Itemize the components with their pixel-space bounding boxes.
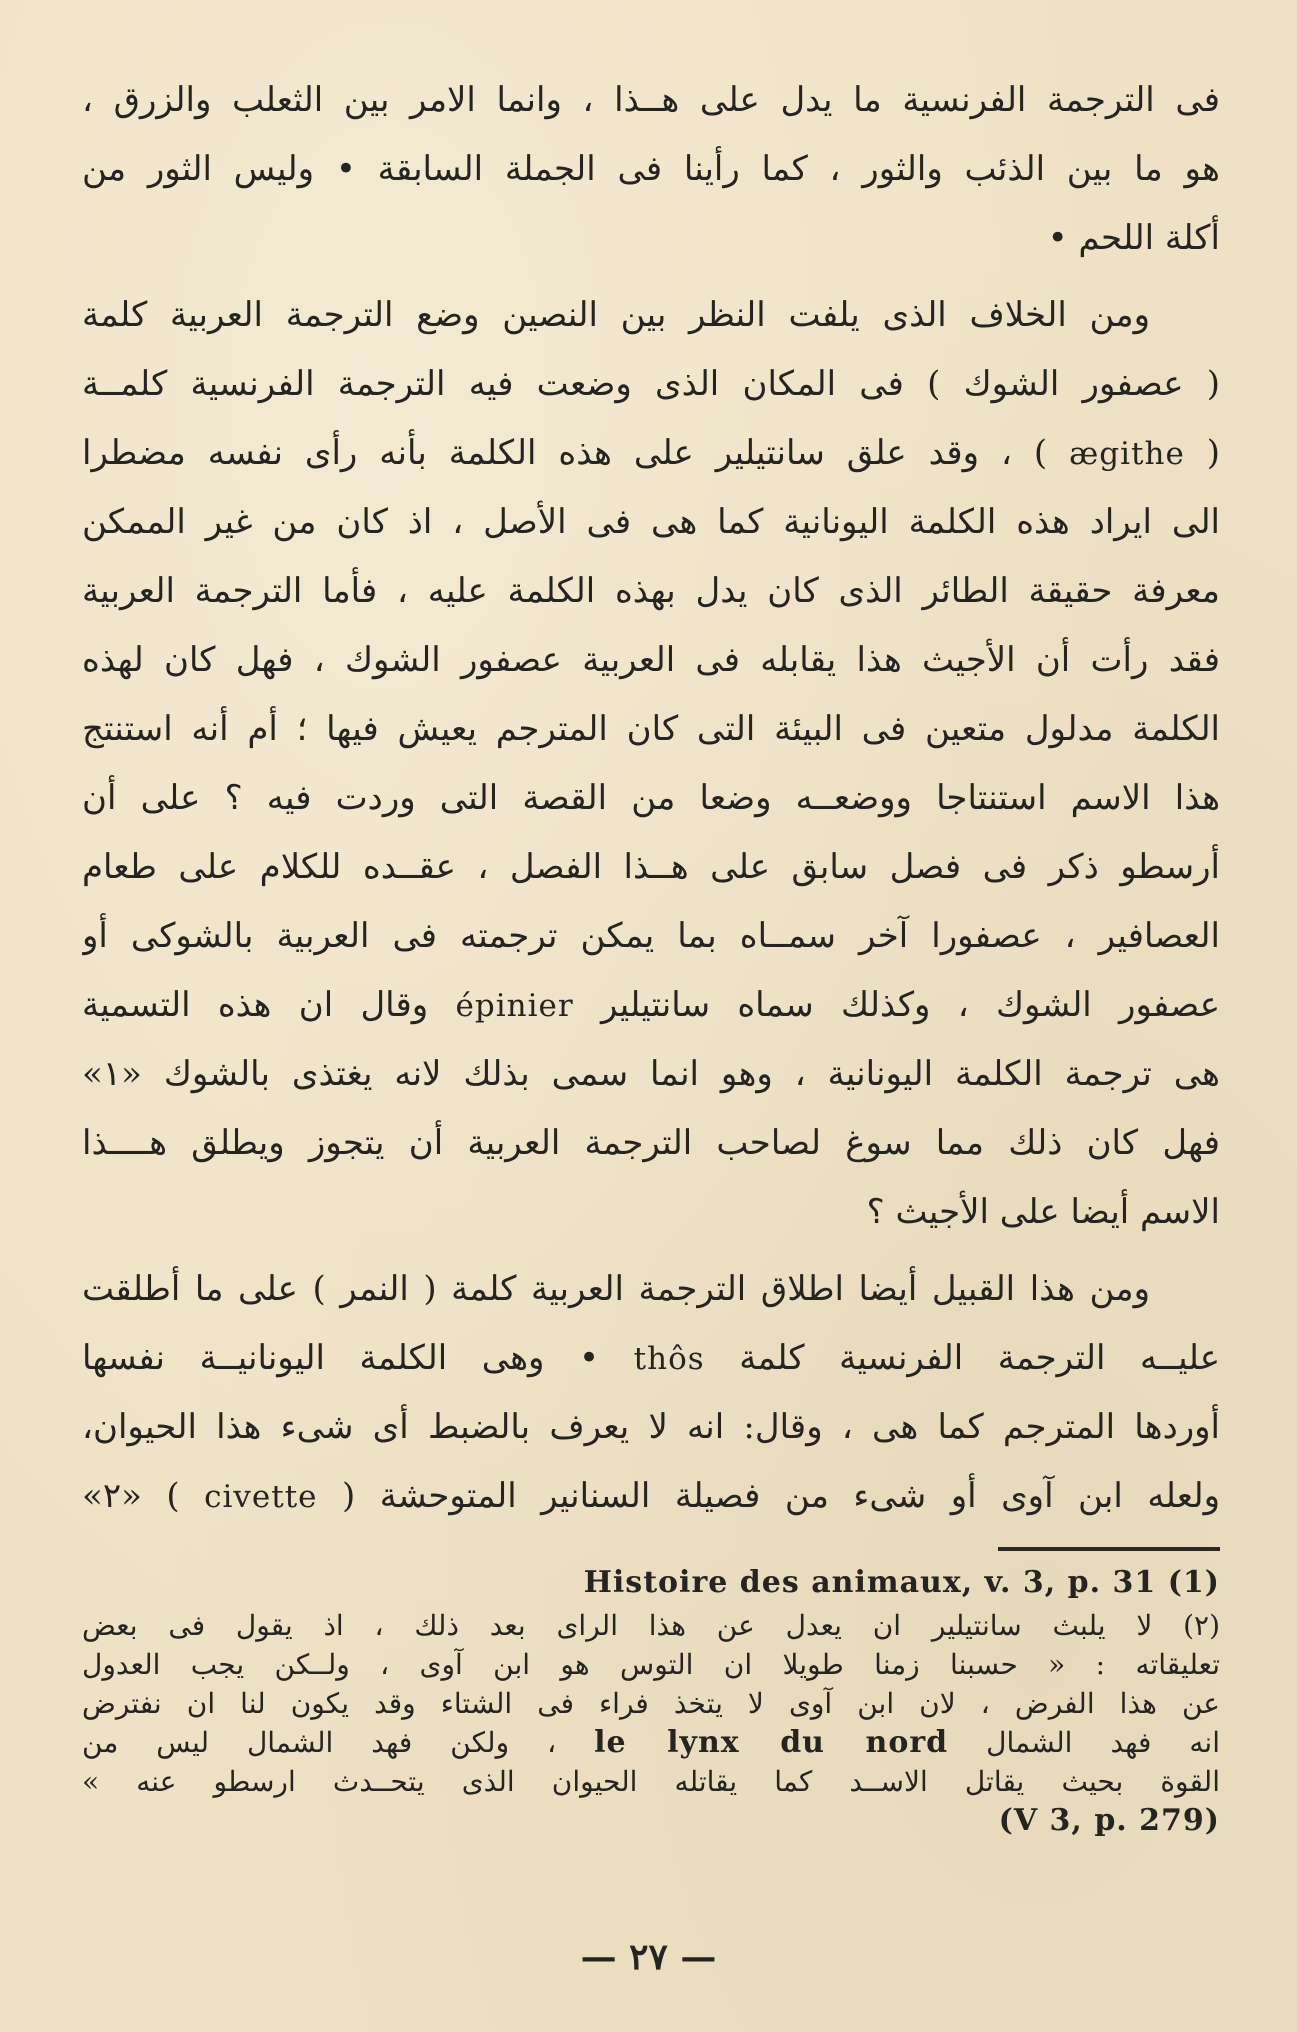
text-line: أوردها المترجم كما هى ، وقال: انه لا يعرف بالضبط أى شىء هذا الحيوان،	[82, 1407, 1220, 1447]
latin-term: le lynx du nord	[594, 1725, 949, 1760]
footnote-line	[82, 1801, 1220, 1840]
footnote-line: انه فهد الشمال le lynx du nord ، ولكن فهد الشمال ليس من	[82, 1725, 1220, 1760]
footnote-divider	[998, 1547, 1220, 1551]
text-line: ( عصفور الشوك ) فى المكان الذى وضعت فيه الترجمة الفرنسية كلمــة	[82, 364, 1220, 404]
text-line: فى الترجمة الفرنسية ما يدل على هــذا ، وانما الامر بين الثعلب والزرق ،	[82, 80, 1220, 120]
footnote-1: Histoire des animaux, v. 3, p. 31 (1)	[583, 1565, 1220, 1600]
text-line: الاسم أيضا على الأجيث ؟	[866, 1192, 1220, 1232]
text-line: أكلة اللحم •	[1047, 218, 1220, 258]
text-line: معرفة حقيقة الطائر الذى كان يدل بهذه الكلمة عليه ، فأما الترجمة العربية	[82, 571, 1220, 611]
text-line: عصفور الشوك ، وكذلك سماه سانتيلير épinier وقال ان هذه التسمية	[82, 985, 1220, 1025]
latin-term: thôs	[633, 1341, 705, 1377]
text-line: العصافير ، عصفورا آخر سمــاه بما يمكن ترجمته فى العربية بالشوكى أو	[82, 916, 1220, 956]
footnote-line: القوة بحيث يقاتل الاســد كما يقاتله الحيوان الذى يتحــدث ارسطو عنه »	[82, 1765, 1220, 1798]
text-line: هى ترجمة الكلمة اليونانية ، وهو انما سمى بذلك لانه يغتذى بالشوك «١»	[82, 1054, 1220, 1094]
text-line: ولعله ابن آوى أو شىء من فصيلة السنانير المتوحشة ( civette ) «٢»	[82, 1476, 1220, 1516]
latin-term: ægithe	[1069, 436, 1185, 472]
text-line: أرسطو ذكر فى فصل سابق على هــذا الفصل ، عقــده للكلام على طعام	[82, 847, 1220, 887]
latin-term: épinier	[455, 988, 574, 1024]
text-line: فهل كان ذلك مما سوغ لصاحب الترجمة العربية أن يتجوز ويطلق هــــذا	[82, 1123, 1220, 1163]
footnotes	[82, 1560, 1220, 1840]
latin-term: civette	[204, 1479, 318, 1515]
text-line: هو ما بين الذئب والثور ، كما رأينا فى الجملة السابقة • وليس الثور من	[82, 149, 1220, 189]
text-line: ومن هذا القبيل أيضا اطلاق الترجمة العربية كلمة ( النمر ) على ما أطلقت	[82, 1269, 1150, 1309]
footnote-line: (٢) لا يلبث سانتيلير ان يعدل عن هذا الراى بعد ذلك ، اذ يقول فى بعض	[82, 1609, 1220, 1642]
text-line: فقد رأت أن الأجيث هذا يقابله فى العربية عصفور الشوك ، فهل كان لهذه	[82, 640, 1220, 680]
latin-term: (V 3, p. 279)	[998, 1803, 1220, 1838]
text-line: الكلمة مدلول متعين فى البيئة التى كان المترجم يعيش فيها ؛ أم أنه استنتج	[82, 709, 1220, 749]
text-line: هذا الاسم استنتاجا ووضعــه وضعا من القصة التى وردت فيه ؟ على أن	[82, 778, 1220, 818]
page-number: — ٢٧ —	[580, 1936, 717, 1978]
text-line: الى ايراد هذه الكلمة اليونانية كما هى فى الأصل ، اذ كان من غير الممكن	[82, 502, 1220, 542]
footnote-line: تعليقاته : « حسبنا زمنا طويلا ان التوس هو ابن آوى ، ولــكن يجب العدول	[82, 1648, 1220, 1681]
text-line: عليــه الترجمة الفرنسية كلمة thôs • وهى الكلمة اليونانيــة نفسها	[82, 1338, 1220, 1378]
text-line: ومن الخلاف الذى يلفت النظر بين النصين وضع الترجمة العربية كلمة	[82, 295, 1150, 335]
body-text	[82, 66, 1220, 1531]
text-line: ( ægithe ) ، وقد علق سانتيلير على هذه الكلمة بأنه رأى نفسه مضطرا	[82, 433, 1220, 473]
footnote-line: عن هذا الفرض ، لان ابن آوى لا يتخذ فراء فى الشتاء وقد يكون لنا ان نفترض	[82, 1687, 1220, 1720]
